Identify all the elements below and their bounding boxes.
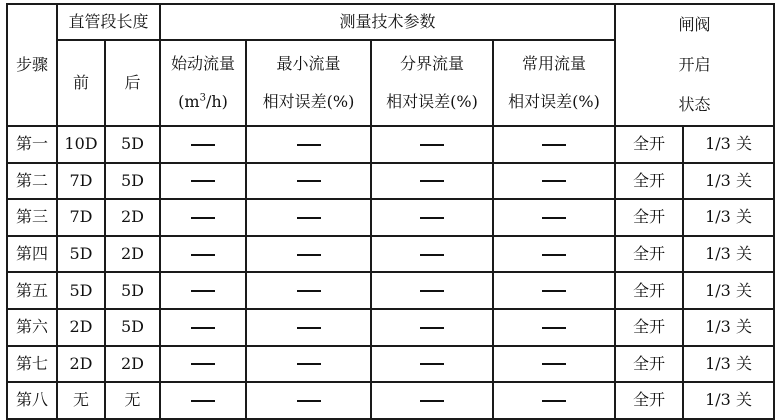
valve-header-line1: 闸阀 [678, 15, 711, 34]
boundary-flow-error-cell [371, 126, 493, 163]
empty-value-dash [191, 290, 215, 292]
valve-ratio-cell: 1/3 关 [683, 346, 774, 383]
step-cell: 第七 [7, 346, 57, 383]
empty-value-dash [542, 217, 566, 219]
empty-value-dash [420, 254, 444, 256]
boundary-flow-error-cell [371, 272, 493, 309]
back-length-cell: 5D [105, 163, 160, 200]
start-flow-header [160, 40, 246, 126]
empty-value-dash [191, 327, 215, 329]
common-flow-error-cell [493, 346, 615, 383]
empty-value-dash [420, 363, 444, 365]
empty-value-dash [297, 363, 321, 365]
empty-value-dash [420, 217, 444, 219]
min-flow-header [246, 40, 371, 126]
common-flow-error-cell [493, 163, 615, 200]
boundary-flow-error-cell [371, 199, 493, 236]
min-flow-error-cell [246, 272, 371, 309]
table-body [7, 126, 774, 419]
empty-value-dash [297, 144, 321, 146]
front-length-cell: 5D [57, 272, 105, 309]
valve-ratio-cell: 1/3 关 [683, 199, 774, 236]
common-flow-error-cell [493, 126, 615, 163]
empty-value-dash [542, 327, 566, 329]
valve-open-cell: 全开 [615, 199, 683, 236]
empty-value-dash [191, 363, 215, 365]
common-flow-error-cell [493, 236, 615, 273]
empty-value-dash [297, 217, 321, 219]
empty-value-dash [542, 400, 566, 402]
boundary-flow-error-cell [371, 236, 493, 273]
empty-value-dash [297, 180, 321, 182]
empty-value-dash [542, 180, 566, 182]
valve-ratio-cell: 1/3 关 [683, 126, 774, 163]
common-flow-error-cell [493, 309, 615, 346]
boundary-flow-error-cell [371, 382, 493, 419]
empty-value-dash [542, 363, 566, 365]
empty-value-dash [542, 290, 566, 292]
step-cell: 第八 [7, 382, 57, 419]
valve-ratio-cell: 1/3 关 [683, 309, 774, 346]
common-flow-label: 常用流量 [522, 53, 587, 73]
empty-value-dash [297, 290, 321, 292]
boundary-flow-header [371, 40, 493, 126]
valve-open-cell: 全开 [615, 346, 683, 383]
measurement-params-header: 测量技术参数 [160, 4, 615, 40]
table-row [7, 126, 774, 163]
back-length-cell: 2D [105, 346, 160, 383]
back-header: 后 [105, 40, 160, 126]
empty-value-dash [191, 217, 215, 219]
empty-value-dash [191, 180, 215, 182]
boundary-flow-error-cell [371, 163, 493, 200]
empty-value-dash [420, 180, 444, 182]
back-length-cell: 2D [105, 199, 160, 236]
step-header: 步骤 [7, 4, 57, 126]
valve-open-cell: 全开 [615, 236, 683, 273]
step-cell: 第三 [7, 199, 57, 236]
min-flow-label: 最小流量 [276, 53, 341, 73]
empty-value-dash [542, 254, 566, 256]
min-flow-error-cell [246, 126, 371, 163]
start-flow-unit: $(m^3/h)$ [178, 91, 228, 111]
min-flow-error-cell [246, 309, 371, 346]
empty-value-dash [297, 254, 321, 256]
min-flow-error-label: 相对误差(%) [262, 91, 355, 111]
min-flow-error-cell [246, 346, 371, 383]
table-row [7, 346, 774, 383]
front-length-cell: 7D [57, 199, 105, 236]
front-length-cell: 2D [57, 346, 105, 383]
start-flow-cell [160, 126, 246, 163]
front-length-cell: 5D [57, 236, 105, 273]
straight-pipe-length-header: 直管段长度 [57, 4, 160, 40]
empty-value-dash [191, 254, 215, 256]
start-flow-cell [160, 199, 246, 236]
min-flow-error-cell [246, 199, 371, 236]
table-row [7, 309, 774, 346]
valve-state-header [615, 4, 774, 126]
min-flow-error-cell [246, 382, 371, 419]
common-flow-error-cell [493, 382, 615, 419]
empty-value-dash [542, 144, 566, 146]
test-steps-table [6, 3, 775, 420]
empty-value-dash [191, 144, 215, 146]
valve-header-line2: 开启 [678, 55, 711, 74]
empty-value-dash [420, 290, 444, 292]
empty-value-dash [420, 144, 444, 146]
boundary-flow-error-cell [371, 309, 493, 346]
step-cell: 第一 [7, 126, 57, 163]
valve-ratio-cell: 1/3 关 [683, 236, 774, 273]
empty-value-dash [420, 400, 444, 402]
step-cell: 第二 [7, 163, 57, 200]
back-length-cell: 5D [105, 309, 160, 346]
table-row [7, 272, 774, 309]
common-flow-error-cell [493, 272, 615, 309]
start-flow-cell [160, 382, 246, 419]
valve-open-cell: 全开 [615, 126, 683, 163]
back-length-cell: 无 [105, 382, 160, 419]
boundary-flow-error-label: 相对误差(%) [386, 91, 478, 111]
start-flow-cell [160, 309, 246, 346]
front-length-cell: 2D [57, 309, 105, 346]
front-length-cell: 无 [57, 382, 105, 419]
table-row [7, 236, 774, 273]
empty-value-dash [297, 327, 321, 329]
step-cell: 第四 [7, 236, 57, 273]
back-length-cell: 5D [105, 272, 160, 309]
valve-header-line3: 状态 [678, 95, 711, 114]
boundary-flow-error-cell [371, 346, 493, 383]
common-flow-error-cell [493, 199, 615, 236]
back-length-cell: 2D [105, 236, 160, 273]
start-flow-cell [160, 346, 246, 383]
step-cell: 第六 [7, 309, 57, 346]
table-row [7, 382, 774, 419]
empty-value-dash [297, 400, 321, 402]
valve-ratio-cell: 1/3 关 [683, 382, 774, 419]
step-cell: 第五 [7, 272, 57, 309]
common-flow-error-label: 相对误差(%) [508, 91, 600, 111]
min-flow-error-cell [246, 236, 371, 273]
valve-open-cell: 全开 [615, 309, 683, 346]
valve-ratio-cell: 1/3 关 [683, 272, 774, 309]
empty-value-dash [191, 400, 215, 402]
valve-open-cell: 全开 [615, 163, 683, 200]
common-flow-header [493, 40, 615, 126]
valve-ratio-cell: 1/3 关 [683, 163, 774, 200]
table-row [7, 199, 774, 236]
front-header: 前 [57, 40, 105, 126]
start-flow-cell [160, 272, 246, 309]
table-row [7, 163, 774, 200]
valve-open-cell: 全开 [615, 272, 683, 309]
front-length-cell: 10D [57, 126, 105, 163]
start-flow-label: 始动流量 [171, 53, 236, 73]
start-flow-cell [160, 163, 246, 200]
back-length-cell: 5D [105, 126, 160, 163]
min-flow-error-cell [246, 163, 371, 200]
valve-open-cell: 全开 [615, 382, 683, 419]
start-flow-cell [160, 236, 246, 273]
front-length-cell: 7D [57, 163, 105, 200]
empty-value-dash [420, 327, 444, 329]
boundary-flow-label: 分界流量 [400, 53, 465, 73]
